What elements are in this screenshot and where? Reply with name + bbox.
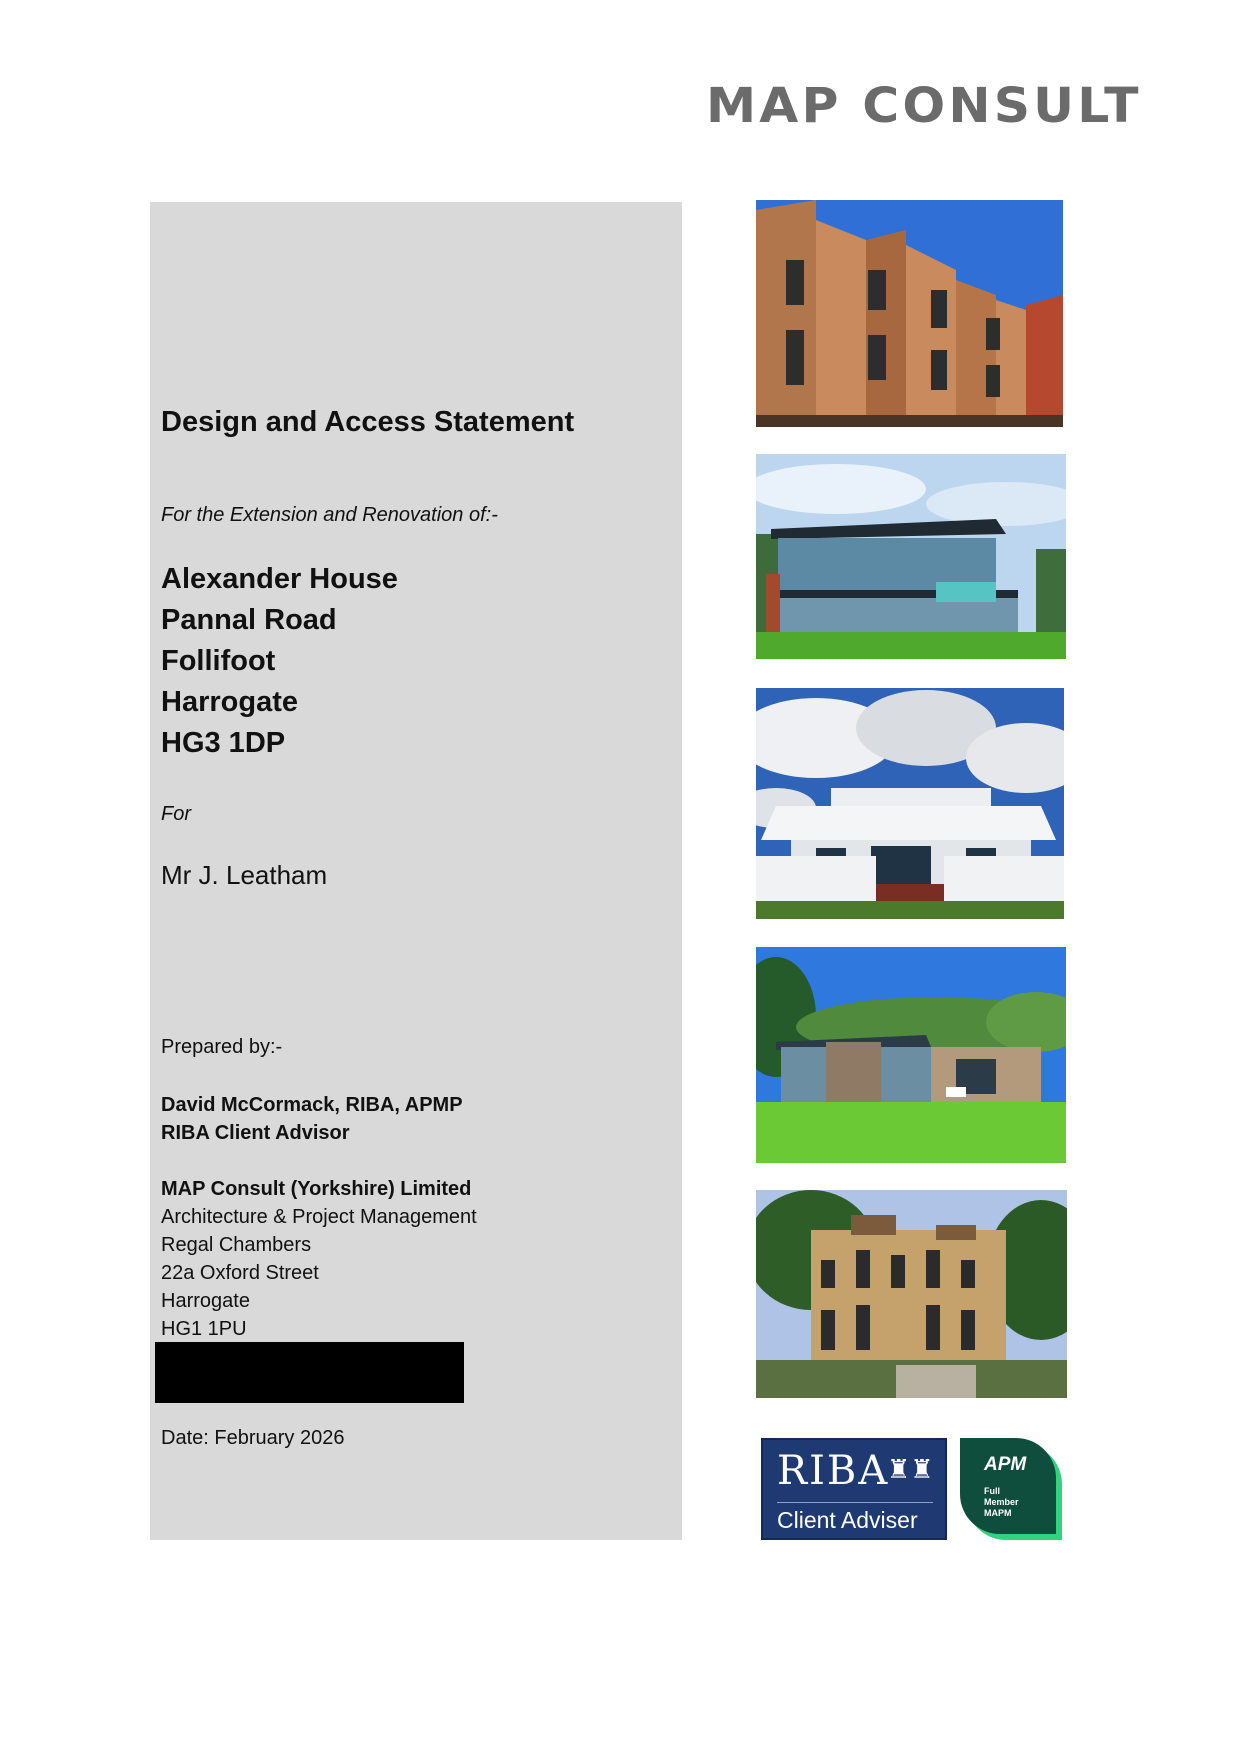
company-line: HG1 1PU — [161, 1318, 247, 1340]
site-address — [161, 559, 398, 764]
address-line: Alexander House — [161, 563, 398, 595]
riba-client-adviser-badge — [761, 1438, 947, 1540]
company-line: Regal Chambers — [161, 1234, 312, 1256]
apm-wordmark: APM — [984, 1454, 1027, 1475]
address-line: Follifoot — [161, 645, 276, 677]
author-block — [161, 1091, 463, 1147]
company-block — [161, 1175, 477, 1343]
company-line: Harrogate — [161, 1290, 250, 1312]
address-line: Pannal Road — [161, 604, 337, 636]
redaction-bar — [155, 1342, 464, 1403]
building-photo-icon — [756, 200, 1063, 427]
building-photo-icon — [756, 688, 1064, 919]
company-line: 22a Oxford Street — [161, 1262, 319, 1284]
client-name: Mr J. Leatham — [161, 860, 328, 890]
company-line: Architecture & Project Management — [161, 1206, 477, 1228]
building-photo-icon — [756, 1190, 1067, 1398]
address-line: HG3 1DP — [161, 727, 286, 759]
apm-line: Full — [984, 1486, 1000, 1496]
intro-text: For the Extension and Renovation of:- — [161, 504, 498, 526]
riba-figures-icon: ♜♜ — [887, 1454, 934, 1484]
prepared-by-label: Prepared by:- — [161, 1036, 283, 1058]
document-date: Date: February 2026 — [161, 1427, 345, 1449]
address-line: Harrogate — [161, 686, 298, 718]
for-label: For — [161, 803, 191, 825]
apm-line: MAPM — [984, 1508, 1012, 1518]
building-photo-icon — [756, 947, 1066, 1163]
building-photo-icon — [756, 454, 1066, 659]
apm-line: Member — [984, 1497, 1019, 1507]
company-logo: MAP CONSULT — [706, 78, 1142, 134]
company-name: MAP Consult (Yorkshire) Limited — [161, 1178, 472, 1200]
document-title: Design and Access Statement — [161, 406, 575, 438]
author-name: David McCormack, RIBA, APMP — [161, 1094, 463, 1116]
riba-wordmark: RIBA — [777, 1448, 890, 1494]
apm-membership-badge — [958, 1436, 1062, 1540]
apm-membership-text — [984, 1486, 1019, 1519]
author-role: RIBA Client Advisor — [161, 1122, 350, 1144]
riba-badge-subtitle: Client Adviser — [777, 1502, 933, 1534]
